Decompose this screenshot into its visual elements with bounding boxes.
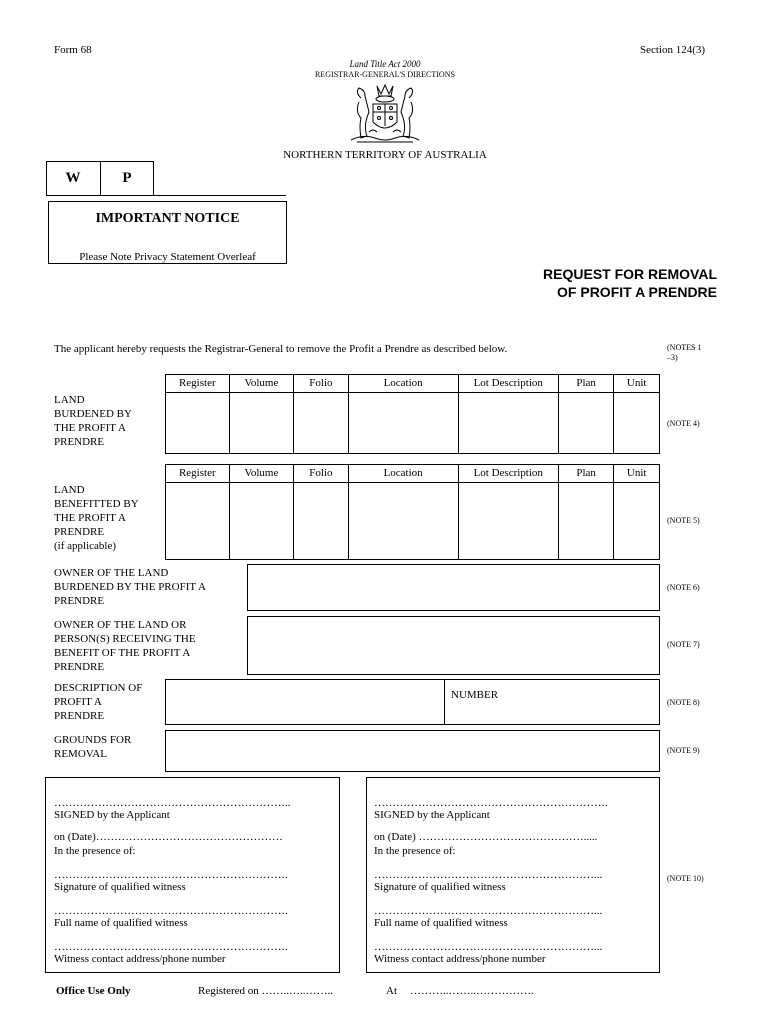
notes-1-3: (NOTES 1 –3) [667,343,702,362]
page-title-line1: REQUEST FOR REMOVAL [543,266,717,282]
owner-benefit-label: OWNER OF THE LAND OR PERSON(S) RECEIVING THE BENEFIT OF THE PROFIT A PRENDRE [54,619,196,673]
at-label: At [386,985,397,997]
col-plan: Plan [558,375,613,393]
coat-of-arms-icon [343,82,427,146]
land-benefitted-table [165,464,660,560]
register-input[interactable] [166,393,230,454]
land-burdened-label: LAND BURDENED BY THE PROFIT A PRENDRE [54,394,132,448]
note-4: (NOTE 4) [667,419,700,428]
witness-signature-label: Signature of qualified witness [54,881,186,893]
witness-name-dots[interactable]: ………………………………………………………. [54,905,288,917]
location-input[interactable] [348,483,458,560]
signed-label: SIGNED by the Applicant [374,809,490,821]
col-lot-description: Lot Description [458,375,558,393]
note-10: (NOTE 10) [667,874,704,883]
plan-input[interactable] [558,483,613,560]
unit-input[interactable] [614,393,660,454]
description-divider [444,679,445,725]
presence-label: In the presence of: [374,845,456,857]
witness-signature-dots[interactable]: ………………………………………………………. [54,869,288,881]
form-number: Form 68 [54,44,92,56]
page-title [470,265,717,301]
col-folio: Folio [294,465,349,483]
col-volume: Volume [229,375,294,393]
volume-input[interactable] [229,393,294,454]
witness-contact-label: Witness contact address/phone number [374,953,546,965]
land-burdened-table [165,374,660,454]
description-input[interactable] [165,679,660,725]
at-field: ………..……..……………. [410,985,534,997]
witness-name-label: Full name of qualified witness [374,917,508,929]
volume-input[interactable] [229,483,294,560]
witness-signature-label: Signature of qualified witness [374,881,506,893]
witness-contact-dots[interactable]: ………………………………………………………. [54,941,288,953]
witness-name-dots[interactable]: ……………………………………………………... [374,905,603,917]
register-input[interactable] [166,483,230,560]
presence-label: In the presence of: [54,845,136,857]
witness-name-label: Full name of qualified witness [54,917,188,929]
col-volume: Volume [229,465,294,483]
col-folio: Folio [294,375,349,393]
wp-underline [46,195,286,196]
grounds-label: GROUNDS FOR REMOVAL [54,734,132,760]
p-mark: P [122,170,132,186]
description-label: DESCRIPTION OF PROFIT A PRENDRE [54,682,143,722]
location-input[interactable] [348,393,458,454]
witness-contact-label: Witness contact address/phone number [54,953,226,965]
plan-input[interactable] [558,393,613,454]
signed-label: SIGNED by the Applicant [54,809,170,821]
applicant-signature-box-right [366,777,660,973]
note-8: (NOTE 8) [667,698,700,707]
col-location: Location [348,375,458,393]
folio-input[interactable] [294,483,349,560]
col-register: Register [166,375,230,393]
col-unit: Unit [614,375,660,393]
applicant-signature-box-left [45,777,340,973]
col-plan: Plan [558,465,613,483]
privacy-note: Please Note Privacy Statement Overleaf [79,251,256,263]
col-unit: Unit [614,465,660,483]
lot-description-input[interactable] [458,483,558,560]
territory-name: NORTHERN TERRITORY OF AUSTRALIA [283,149,487,161]
date-field[interactable]: on (Date)…………………………………………… [54,831,283,843]
col-register: Register [166,465,230,483]
witness-signature-dots[interactable]: ……………………………………………………... [374,869,603,881]
directions-title: REGISTRAR-GENERAL'S DIRECTIONS [315,70,455,79]
lot-description-input[interactable] [458,393,558,454]
office-use-label: Office Use Only [56,985,131,997]
col-location: Location [348,465,458,483]
witness-contact-dots[interactable]: ……………………………………………………... [374,941,603,953]
grounds-input[interactable] [165,730,660,772]
number-label: NUMBER [451,689,499,701]
page-title-line2: OF PROFIT A PRENDRE [557,284,717,300]
signature-dots: ………………………………………………………. [374,797,608,809]
registered-on-field: Registered on ……..…..…….. [198,985,334,997]
act-title: Land Title Act 2000 [349,59,421,69]
intro-text: The applicant hereby requests the Registrar-General to remove the Profit a Prendre as described below. [54,343,508,355]
note-7: (NOTE 7) [667,640,700,649]
land-benefitted-label: LAND BENEFITTED BY THE PROFIT A PRENDRE (if applicable) [54,484,139,552]
signature-dots: ……………………………………………………….. [54,797,291,809]
note-9: (NOTE 9) [667,746,700,755]
owner-benefit-input[interactable] [247,616,660,675]
unit-input[interactable] [614,483,660,560]
note-5: (NOTE 5) [667,516,700,525]
notice-title: IMPORTANT NOTICE [95,211,240,226]
note-6: (NOTE 6) [667,583,700,592]
owner-burdened-input[interactable] [247,564,660,611]
date-field[interactable]: on (Date) ………………………………………..... [374,831,598,843]
section-reference: Section 124(3) [640,44,706,56]
important-notice-box [48,201,287,264]
w-mark: W [65,170,81,186]
folio-input[interactable] [294,393,349,454]
col-lot-description: Lot Description [458,465,558,483]
owner-burdened-label: OWNER OF THE LAND BURDENED BY THE PROFIT A PRENDRE [54,567,206,607]
